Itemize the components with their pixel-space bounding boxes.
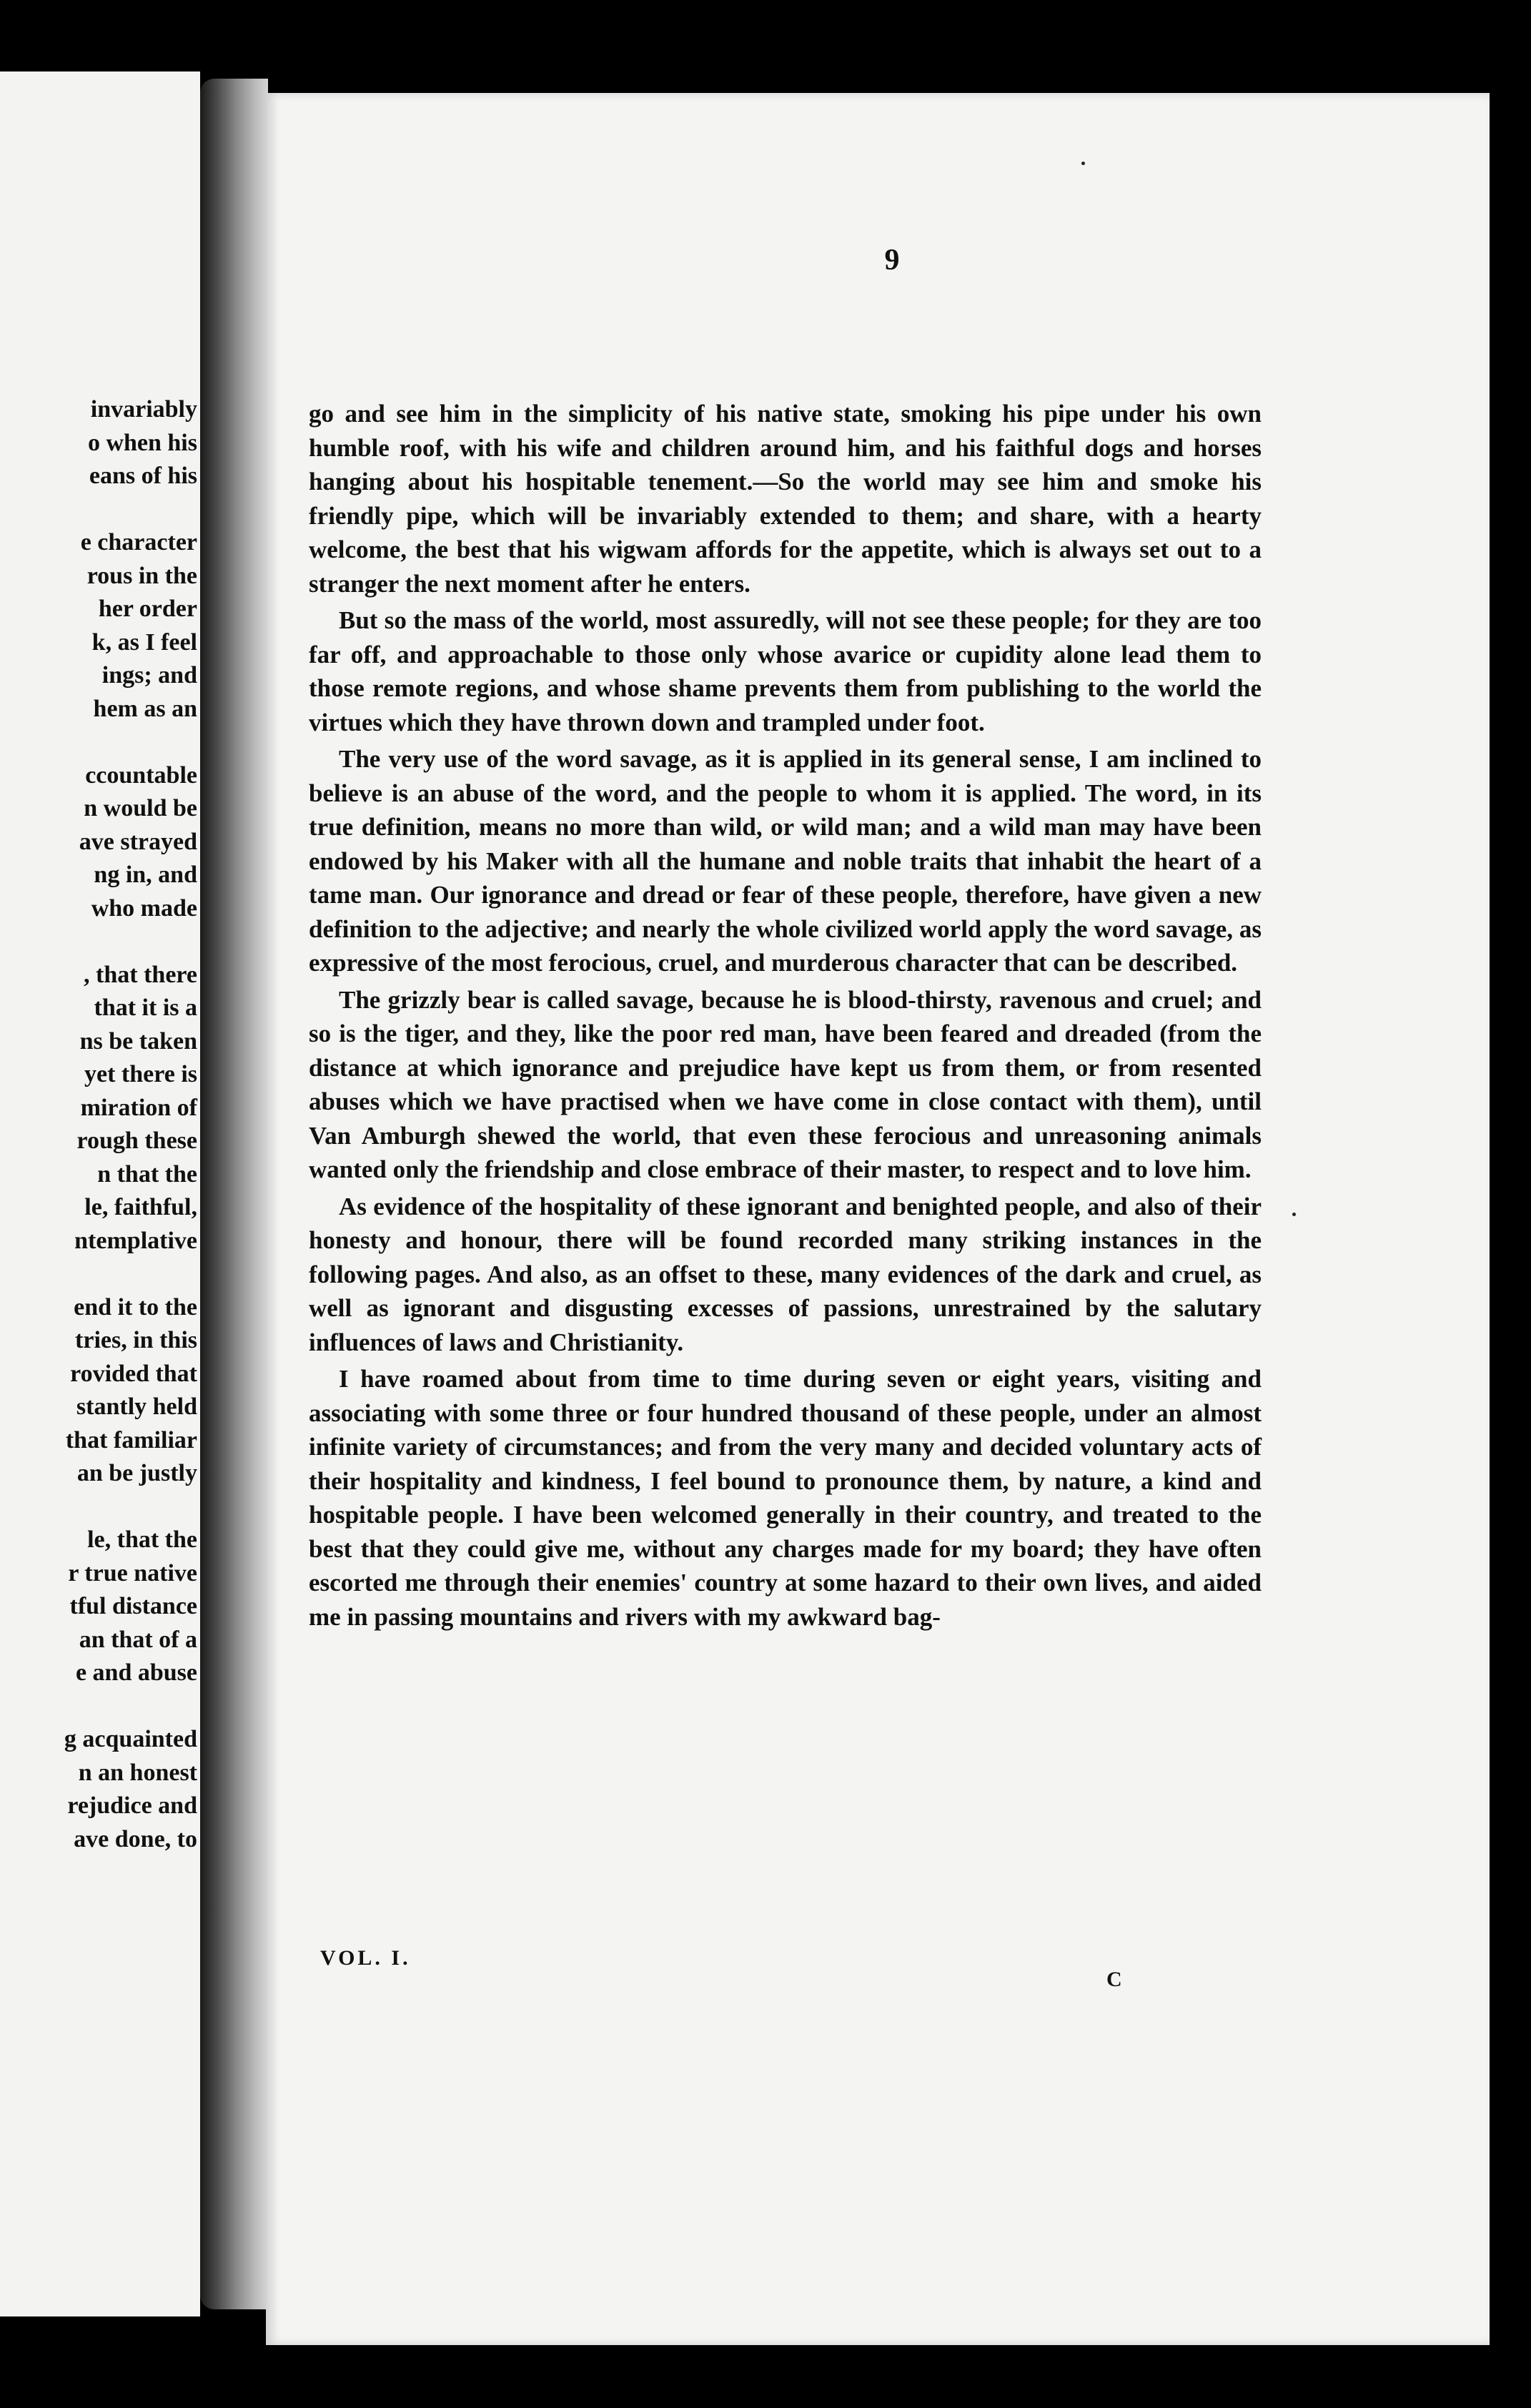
paragraph-1: go and see him in the simplicity of his native state, smoking his pipe under his own humble roof, with his wife and children around him, and his faithful dogs and horses hanging about his hospitable tenement.—So the world may see him and smoke his friendly pipe, which will be invariably extended to them; and share, with a hearty welcome, the best that his wigwam affords for the appetite, which is always set out to a stranger the next moment after he enters.	[309, 400, 1262, 598]
previous-page-line: n that the	[97, 1160, 197, 1188]
previous-page-line: an be justly	[76, 1460, 197, 1486]
previous-page-paragraph-gap	[0, 1491, 197, 1524]
previous-page-line: who made	[91, 894, 197, 922]
dust-speck	[1081, 162, 1085, 165]
previous-page-line: tful distance	[69, 1593, 197, 1619]
previous-page-line: end it to the	[74, 1293, 197, 1321]
previous-page-line: ntemplative	[74, 1227, 197, 1254]
previous-page-line: rejudice and	[67, 1792, 197, 1819]
previous-page-paragraph-gap	[0, 726, 197, 759]
paragraph-3: The very use of the word savage, as it is applied in its general sense, I am inclined to believe is an abuse of the word, and the people to whom it is applied. The word, in its true definition, means no more than wild, or wild man; and a wild man may have been endowed by his Maker with all the humane and noble traits that inhabit the heart of a tame man. Our ignorance and dread or fear of these people, therefore, have given a new definition to the adjective; and nearly the whole civilized world apply the word savage, as expressive of the most ferocious, cruel, and murderous character that can be described.	[309, 745, 1262, 977]
previous-page-line: ccountable	[85, 761, 197, 789]
book-gutter	[200, 79, 268, 2309]
previous-page-line: o when his	[87, 429, 197, 456]
previous-page-line: invariably	[90, 396, 197, 423]
previous-page-fragment	[0, 71, 200, 2316]
previous-page-line: ns be taken	[79, 1027, 197, 1055]
previous-page-line: e character	[80, 529, 197, 556]
paragraph-6: I have roamed about from time to time during seven or eight years, visiting and associating with some three or four hundred thousand of these people, under an almost infinite variety of circumstances; and from the very many and decided voluntary acts of their hospitality and kindness, I feel bound to pronounce them, by nature, a kind and hospitable people. I have been welcomed generally in their country, and treated to the best that they could give me, without any charges made for my board; they have often escorted me through their enemies' country at some hazard to their own lives, and aided me in passing mountains and rivers with my awkward bag-	[309, 1365, 1262, 1631]
previous-page-line: ng in, and	[94, 862, 197, 888]
previous-page-line: e and abuse	[75, 1659, 197, 1686]
previous-page-line: g acquainted	[64, 1726, 197, 1752]
previous-page-text	[0, 393, 197, 1856]
previous-page-line: hem as an	[93, 695, 197, 722]
previous-page-line: ings; and	[101, 662, 197, 689]
previous-page-line: stantly held	[76, 1393, 197, 1420]
previous-page-line: her order	[98, 596, 197, 622]
previous-page-line: le, that the	[87, 1526, 197, 1553]
previous-page-line: an that of a	[79, 1626, 197, 1653]
previous-page-paragraph-gap	[0, 493, 197, 527]
page-body-text	[309, 397, 1262, 1637]
previous-page-line: n an honest	[78, 1759, 197, 1786]
previous-page-line: yet there is	[84, 1061, 197, 1087]
previous-page-line: , that there	[84, 961, 197, 988]
previous-page-line: n would be	[84, 795, 197, 821]
previous-page-line: ave done, to	[74, 1825, 197, 1852]
previous-page-paragraph-gap	[0, 925, 197, 959]
page-number: 9	[884, 244, 900, 277]
previous-page-line: miration of	[80, 1094, 197, 1121]
dust-speck	[1292, 1213, 1296, 1216]
previous-page-line: k, as I feel	[91, 628, 197, 656]
paragraph-4: The grizzly bear is called savage, because he is blood-thirsty, ravenous and cruel; and so is the tiger, and they, like the poor red man, have been feared and dreaded (from the distance at which ignorance and prejudice have kept us from them, or from resented abuses which we have practised when we have come in close contact with them), until Van Amburgh shewed the world, that even these ferocious and unreasoning animals wanted only the friendship and close embrace of their master, to respect and to love him.	[309, 985, 1262, 1183]
previous-page-line: rous in the	[86, 562, 197, 589]
previous-page-line: le, faithful,	[84, 1194, 197, 1220]
previous-page-line: that it is a	[94, 995, 197, 1021]
previous-page-line: that familiar	[65, 1426, 197, 1454]
signature-mark: C	[1106, 1968, 1122, 1991]
previous-page-line: tries, in this	[75, 1327, 197, 1353]
paragraph-2: But so the mass of the world, most assuredly, will not see these people; for they are too far off, and approachable to those only whose avarice or cupidity alone lead them to those remote regions, and whose shame prevents them from publishing to the world the virtues which they have thrown down and trampled under foot.	[309, 606, 1262, 736]
previous-page-line: r true native	[68, 1559, 197, 1587]
previous-page-line: rovided that	[70, 1360, 197, 1387]
previous-page-paragraph-gap	[0, 1690, 197, 1724]
previous-page-line: rough these	[76, 1127, 197, 1154]
volume-marker: VOL. I.	[320, 1946, 411, 1970]
previous-page-line: eans of his	[89, 463, 197, 489]
paragraph-5: As evidence of the hospitality of these ignorant and benighted people, and also of their honesty and honour, there will be found recorded many striking instances in the following pages. And also, as an offset to these, many evidences of the dark and cruel, as well as ignorant and disgusting excesses of passions, unrestrained by the salutary influences of laws and Christianity.	[309, 1192, 1262, 1356]
previous-page-paragraph-gap	[0, 1258, 197, 1291]
previous-page-line: ave strayed	[79, 828, 197, 855]
